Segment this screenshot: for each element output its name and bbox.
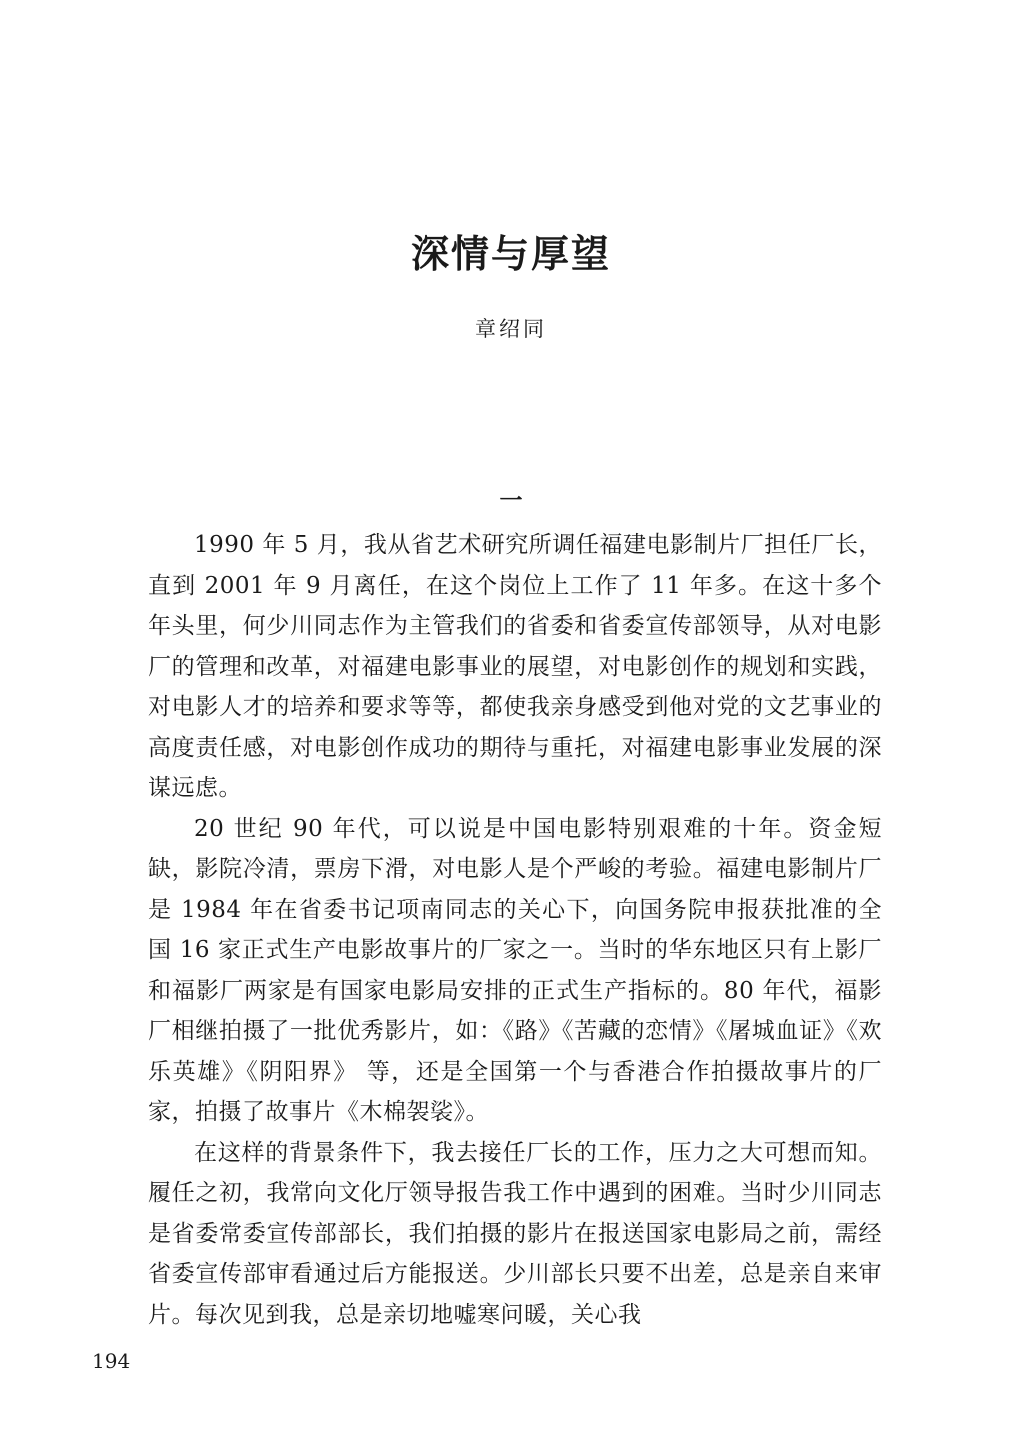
- author-name: 章绍同: [475, 317, 547, 341]
- article-body: [148, 525, 882, 1335]
- paragraph-1: 1990 年 5 月，我从省艺术研究所调任福建电影制片厂担任厂长，直到 2001 年 9 月离任，在这个岗位上工作了 11 年多。在这十多个年头里，何少川同志作为主管我们的省委和省委宣传部领导，从对电影厂的管理和改革，对福建电影事业的展望，对电影创作的规划和实践，对电影人才的培养和要求等等，都使我亲身感受到他对党的文艺事业的高度责任感，对电影创作成功的期待与重托，对福建电影事业发展的深谋远虑。: [148, 532, 882, 801]
- article-title: 深情与厚望: [410, 231, 611, 276]
- page-number: 194: [92, 1349, 131, 1373]
- section-number: 一: [499, 487, 523, 514]
- paragraph-2: 20 世纪 90 年代，可以说是中国电影特别艰难的十年。资金短缺，影院冷清，票房下滑，对电影人是个严峻的考验。福建电影制片厂是 1984 年在省委书记项南同志的关心下，向国务院申报获批准的全国 16 家正式生产电影故事片的厂家之一。当时的华东地区只有上影厂和福影厂两家是有国家电影局安排的正式生产指标的。80 年代，福影厂相继拍摄了一批优秀影片，如：《路》《苦藏的恋情》《屠城血证》《欢乐英雄》《阴阳界》 等，还是全国第一个与香港合作拍摄故事片的厂家，拍摄了故事片《木棉袈裟》。: [148, 815, 882, 1125]
- paragraph-3: 在这样的背景条件下，我去接任厂长的工作，压力之大可想而知。履任之初，我常向文化厅领导报告我工作中遇到的困难。当时少川同志是省委常委宣传部部长，我们拍摄的影片在报送国家电影局之前，需经省委宣传部审看通过后方能报送。少川部长只要不出差，总是亲自来审片。每次见到我，总是亲切地嘘寒问暖，关心我: [148, 1139, 882, 1328]
